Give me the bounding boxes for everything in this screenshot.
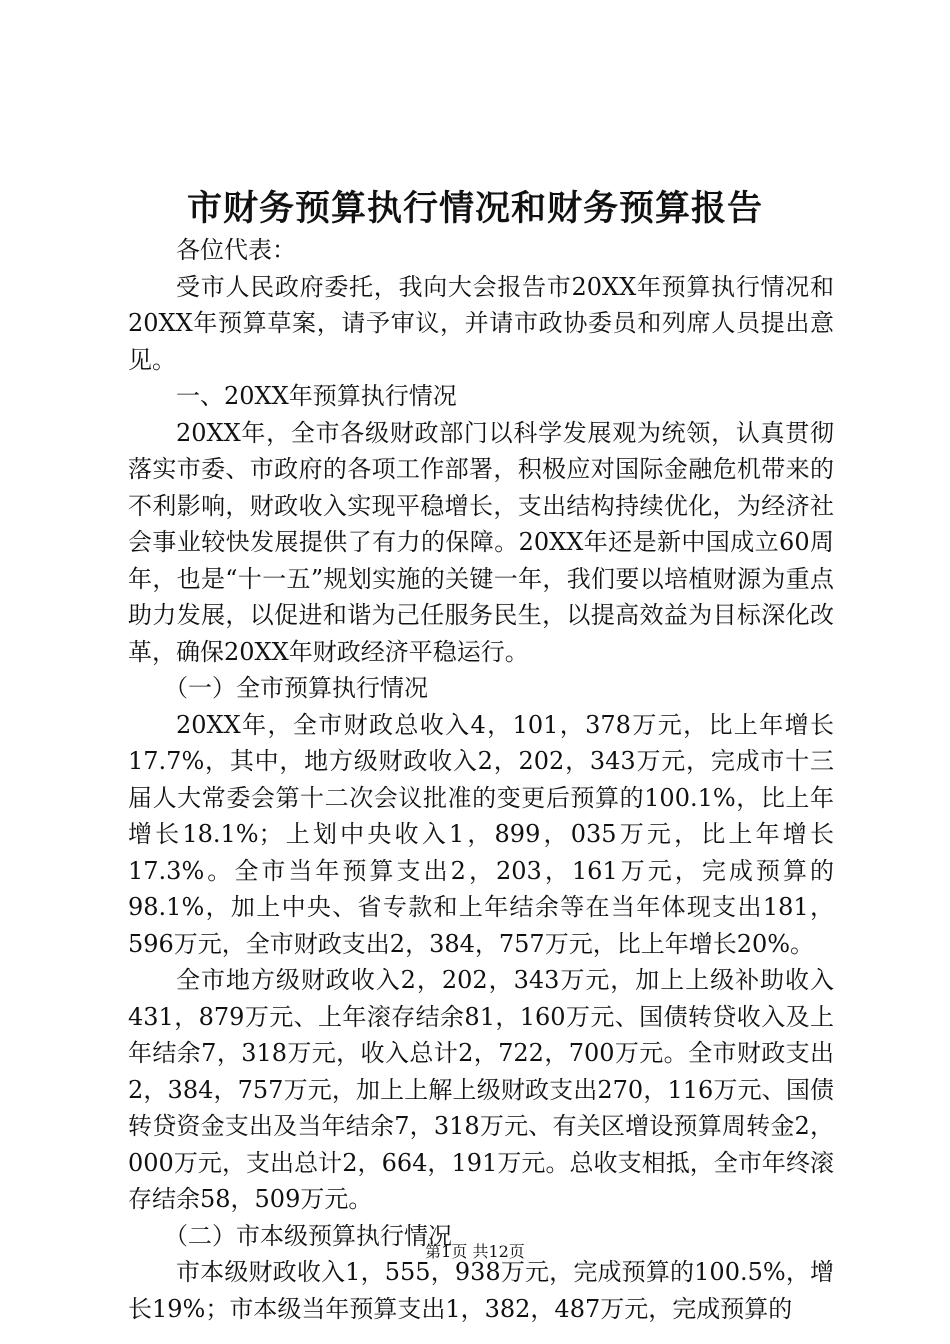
salutation: 各位代表： [176, 236, 296, 264]
document-body [128, 232, 834, 1327]
document-title: 市财务预算执行情况和财务预算报告 [186, 188, 763, 229]
paragraph-municipal-level: 市本级财政收入1，555，938万元，完成预算的100.5%，增长19%；市本级当年预算支出1，382，487万元，完成预算的 [128, 1258, 834, 1323]
subsection-heading-1: （一）全市预算执行情况 [164, 674, 428, 702]
paragraph-overview: 20XX年，全市各级财政部门以科学发展观为统领，认真贯彻落实市委、市政府的各项工作部署，积极应对国际金融危机带来的不利影响，财政收入实现平稳增长，支出结构持续优化，为经济社会事业较快发展提供了有力的保障。20XX年还是新中国成立60周年，也是“十一五”规划实施的关键一年，我们要以培植财源为重点助力发展，以促进和谐为己任服务民生，以提高效益为目标深化改革，确保20XX年财政经济平稳运行。 [128, 418, 834, 666]
paragraph-intro: 受市人民政府委托，我向大会报告市20XX年预算执行情况和20XX年预算草案，请予审议，并请市政协委员和列席人员提出意见。 [128, 272, 834, 374]
paragraph-local-revenue: 全市地方级财政收入2，202，343万元，加上上级补助收入431，879万元、上年滚存结余81，160万元、国债转贷收入及上年结余7，318万元，收入总计2，722，700万元。全市财政支出2，384，757万元，加上上解上级财政支出270，116万元、国债转贷资金支出及当年结余7，318万元、有关区增设预算周转金2，000万元，支出总计2，664，191万元。总收支相抵，全市年终滚存结余58，509万元。 [128, 966, 834, 1213]
page-indicator: 第1页 共12页 [425, 1242, 525, 1261]
section-heading-1: 一、20XX年预算执行情况 [176, 382, 457, 410]
subsection-heading-2: （二）市本级预算执行情况 [164, 1221, 452, 1250]
paragraph-city-budget: 20XX年，全市财政总收入4，101，378万元，比上年增长17.7%，其中，地方级财政收入2，202，343万元，完成市十三届人大常委会第十二次会议批准的变更后预算的100.1%，比上年增长18.1%；上划中央收入1，899，035万元，比上年增长17.3%。全市当年预算支出2，203，161万元，完成预算的98.1%，加上中央、省专款和上年结余等在当年体现支出181，596万元，全市财政支出2，384，757万元，比上年增长20%。 [128, 710, 834, 958]
